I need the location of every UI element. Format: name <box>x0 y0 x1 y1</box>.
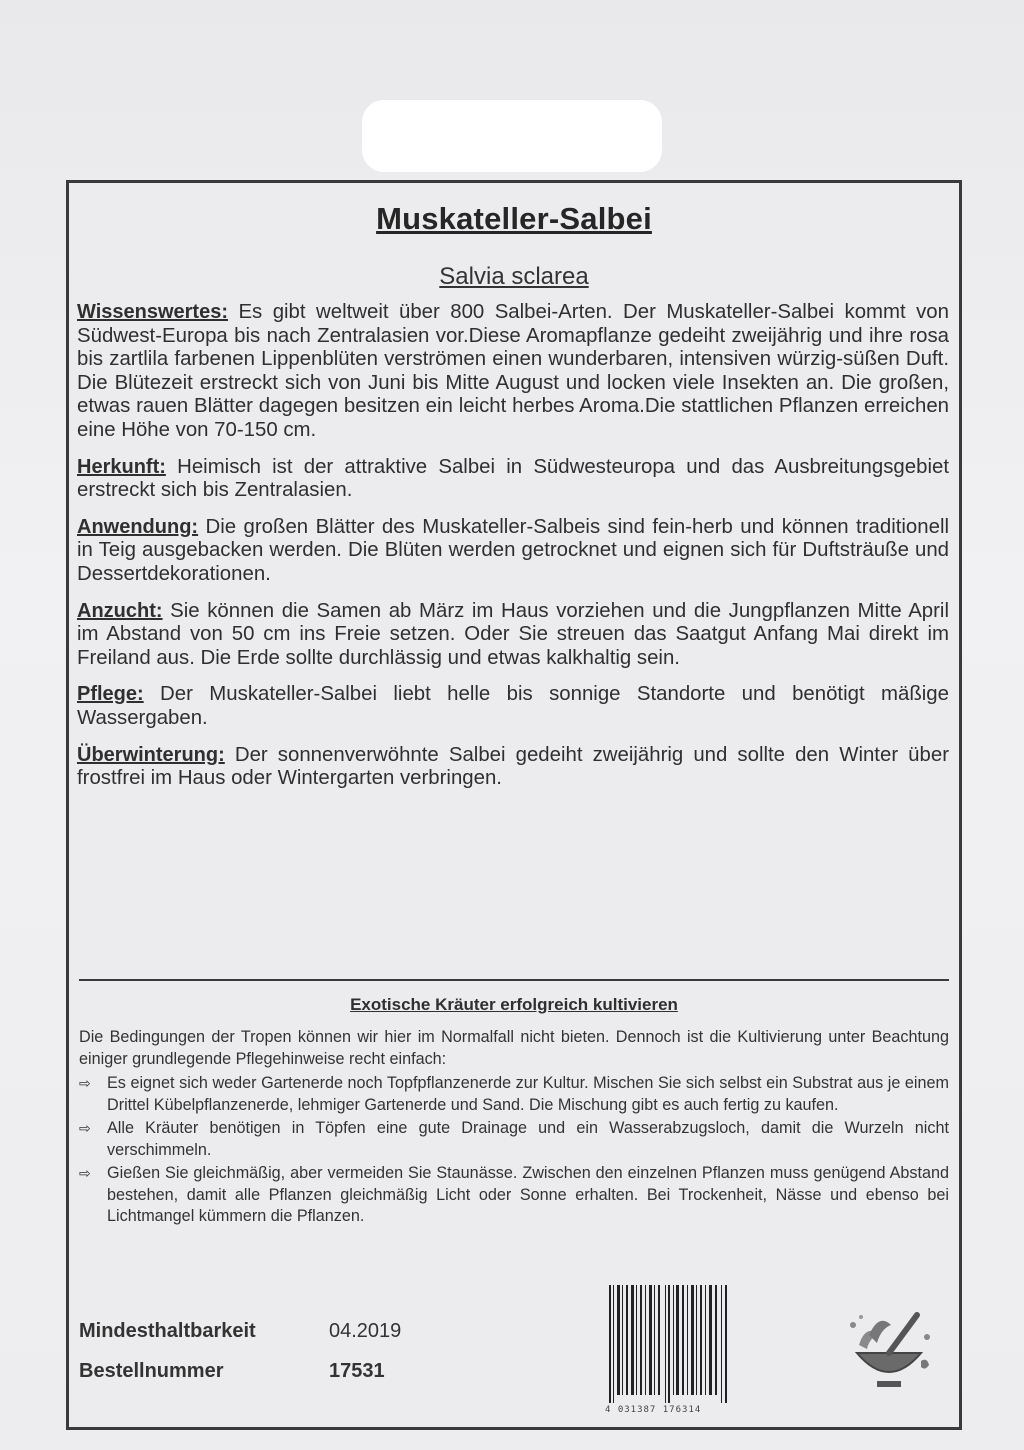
arrow-right-icon: ⇨ <box>79 1165 91 1181</box>
section-heading: Pflege: <box>77 683 144 706</box>
info-sections <box>77 301 949 804</box>
section-heading: Anwendung: <box>77 515 199 538</box>
care-tips-list <box>79 1073 949 1230</box>
section-text: Heimisch ist der attraktive Salbei in Südwesteuropa und das Ausbreitungsgebiet erstreckt sich bis Zentralasien. <box>77 455 949 502</box>
section-text: Die großen Blätter des Muskateller-Salbeis sind fein-herb und können traditionell in Teig ausgebacken werden. Die Blüten werden getrocknet und eignen sich für Duftsträuße und Dessertdekorationen. <box>77 515 949 585</box>
herb-mortar-icon <box>839 1295 939 1395</box>
product-meta <box>79 1311 439 1391</box>
barcode <box>605 1285 735 1405</box>
arrow-right-icon: ⇨ <box>79 1120 91 1136</box>
list-item-text: Alle Kräuter benötigen in Töpfen eine gute Drainage und ein Wasserabzugsloch, damit die Wurzeln nicht verschimmeln. <box>107 1119 949 1159</box>
section-text: Der sonnenverwöhnte Salbei gedeiht zweijährig und sollte den Winter über frostfrei im Haus oder Wintergarten verbringen. <box>77 743 949 790</box>
botanical-name: Salvia sclarea <box>439 263 589 290</box>
order-number-row <box>79 1351 439 1391</box>
label-box <box>66 180 962 1430</box>
order-number-label: Bestellnummer <box>79 1359 224 1382</box>
section-heading: Wissenswertes: <box>77 301 228 323</box>
section-ueberwinterung <box>77 744 949 791</box>
list-item-text: Gießen Sie gleichmäßig, aber vermeiden Sie Staunässe. Zwischen den einzelnen Pflanzen muss genügend Abstand bestehen, damit alle Pflanzen gleichmäßig Licht oder Sonne erhalten. Bei Trockenheit, Nässe und ebenso bei Lichtmangel kümmern die Pflanzen. <box>107 1164 949 1225</box>
section-herkunft <box>77 456 949 503</box>
order-number-value: 17531 <box>329 1359 385 1382</box>
section-anwendung <box>77 516 949 587</box>
list-item <box>79 1163 949 1228</box>
list-item <box>79 1118 949 1161</box>
section-anzucht <box>77 600 949 671</box>
section-heading: Überwinterung: <box>77 743 225 766</box>
section-heading: Herkunft: <box>77 455 166 478</box>
section-text: Es gibt weltweit über 800 Salbei-Arten. Der Muskateller-Salbei kommt von Südwest-Europa bis nach Zentralasien vor.Diese Aromapflanze gedeiht zweijährig und ihre rosa bis zartlila farbenen Lippenblüten verströmen einen wunderbaren, intensiven würzig-süßen Duft. Die Blütezeit erstreckt sich von Juni bis Mitte August und locken viele Insekten an. Die großen, etwas rauen Blätter dagegen besitzen ein leicht herbes Aroma.Die stattlichen Pflanzen erreichen eine Höhe von 70-150 cm. <box>77 301 949 441</box>
exotic-title: Exotische Kräuter erfolgreich kultivieren <box>350 995 678 1014</box>
exotic-intro: Die Bedingungen der Tropen können wir hier im Normalfall nicht bieten. Dennoch ist die Kultivierung unter Beachtung einiger grundlegende Pflegehinweise recht einfach: <box>79 1028 949 1068</box>
section-heading: Anzucht: <box>77 599 163 622</box>
divider <box>79 979 949 981</box>
section-text: Der Muskateller-Salbei liebt helle bis sonnige Standorte und benötigt mäßige Wassergaben. <box>77 683 949 729</box>
best-before-value: 04.2019 <box>329 1319 402 1342</box>
section-wissenswertes <box>77 301 949 443</box>
best-before-row <box>79 1311 439 1351</box>
best-before-label: Mindesthaltbarkeit <box>79 1319 256 1342</box>
section-text: Sie können die Samen ab März im Haus vorziehen und die Jungpflanzen Mitte April im Abstand von 50 cm ins Freie setzen. Oder Sie streuen das Saatgut Anfang Mai direkt im Freiland aus. Die Erde sollte durchlässig und etwas kalkhaltig sein. <box>77 599 949 669</box>
page-title: Muskateller-Salbei <box>376 201 652 236</box>
arrow-right-icon: ⇨ <box>79 1075 91 1091</box>
list-item-text: Es eignet sich weder Gartenerde noch Topfpflanzenerde zur Kultur. Mischen Sie sich selbst ein Substrat aus je einem Drittel Kübelpflanzenerde, lehmiger Gartenerde und Sand. Die Mischung gibt es auch fertig zu kaufen. <box>107 1074 949 1114</box>
list-item <box>79 1073 949 1116</box>
barcode-digits: 4 031387 176314 <box>605 1405 702 1415</box>
section-pflege <box>77 683 949 730</box>
hang-hole <box>362 100 662 172</box>
